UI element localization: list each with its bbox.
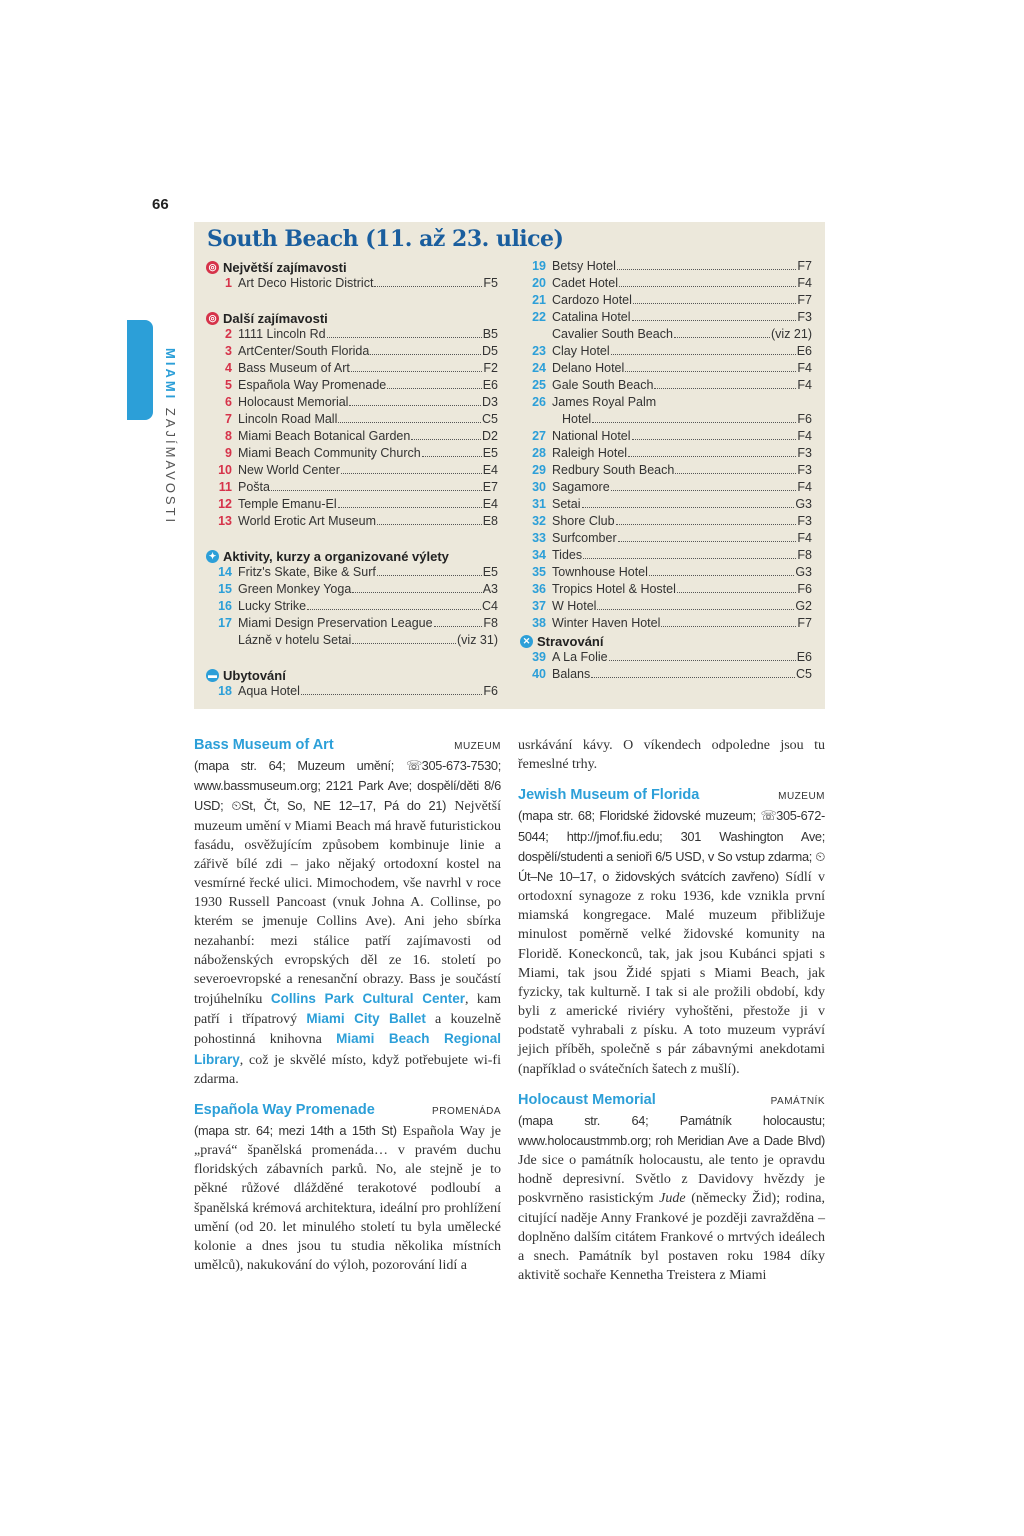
article-column-right	[518, 736, 825, 1285]
legend-item-name: Betsy Hotel	[552, 259, 616, 273]
dot-leader	[632, 320, 797, 321]
section-activities	[206, 548, 498, 565]
legend-item-number: 6	[225, 395, 232, 409]
section-heading: Stravování	[537, 634, 604, 649]
dot-leader	[675, 473, 796, 474]
highlight-link: Miami City Ballet	[306, 1011, 426, 1027]
legend-item-name: Townhouse Hotel	[552, 565, 648, 579]
chapter-label-city: MIAMI	[163, 348, 178, 402]
legend-item-number: 33	[532, 531, 546, 545]
legend-item-name: Pošta	[238, 480, 270, 494]
dot-leader	[619, 286, 796, 287]
legend-item-name: W Hotel	[552, 599, 597, 613]
dot-leader	[611, 354, 796, 355]
entry-text-bass	[194, 756, 501, 1089]
entry-type: PROMENÁDA	[432, 1105, 501, 1117]
section-heading: Největší zajímavosti	[223, 260, 347, 275]
dot-leader	[377, 575, 482, 576]
dot-leader	[628, 456, 796, 457]
chapter-label-section: ZAJÍMAVOSTI	[163, 401, 178, 526]
legend-item	[206, 344, 498, 361]
legend-item-name: James Royal Palm	[552, 395, 657, 409]
legend-item-name: Miami Beach Botanical Garden	[238, 429, 411, 443]
legend-list-activities	[206, 565, 498, 650]
legend-item-grid-ref: E8	[482, 514, 498, 528]
entry-header-espanola	[194, 1101, 501, 1121]
legend-item-number: 2	[225, 327, 232, 341]
entry-continuation: usrkávání kávy. O víkendech odpoledne jsou tu řemeslné trhy.	[518, 738, 825, 773]
legend-item-number: 32	[532, 514, 546, 528]
dot-leader	[387, 388, 481, 389]
legend-item-name: Miami Design Preservation League	[238, 616, 433, 630]
legend-item-number: 34	[532, 548, 546, 562]
dot-leader	[377, 524, 482, 525]
entry-italic: Jude	[659, 1191, 686, 1207]
legend-item	[520, 463, 812, 480]
entry-type: MUZEUM	[778, 791, 825, 803]
legend-item-grid-ref: F7	[797, 616, 812, 630]
legend-item	[520, 395, 812, 412]
legend-item-name: Tides	[552, 548, 583, 562]
article-column-left	[194, 736, 501, 1275]
legend-item-number: 30	[532, 480, 546, 494]
legend-item-number: 40	[532, 667, 546, 681]
legend-item	[520, 327, 812, 344]
entry-body: Sídlí v ortodoxní synagoze z roku 1936, kde vznikla první miamská kongregace. Malé muzeum přibližuje minulost poměrně velké židovské komunity na Floridě. Koneckonců, tak, jak jsou Kubánci spjati s Miami, tak jsou Židé spjati s Miami Beach, jak fyzicky, tak kulturně. I tak si ale prožili období, kdy byli z americké riviéry vyhoštěni, přestože ji v podstatě vyhrabali z písku. A toto muzeum vypráví jejich příběh, společně s pár zábavnými anekdotami (například o svátečních šatech z mušlí).	[518, 869, 825, 1077]
legend-item-number: 31	[532, 497, 546, 511]
legend-item	[520, 497, 812, 514]
legend-item-grid-ref: D3	[482, 395, 498, 409]
legend-item-number: 28	[532, 446, 546, 460]
legend-item	[520, 361, 812, 378]
highlight-link: Miami Beach Regional Library	[194, 1031, 501, 1067]
section-heading: Aktivity, kurzy a organizované výlety	[223, 549, 449, 564]
legend-item	[520, 344, 812, 361]
legend-item	[206, 412, 498, 429]
legend-item-grid-ref: D2	[482, 429, 498, 443]
legend-item-grid-ref: E4	[482, 463, 498, 477]
legend-item-number: 4	[225, 361, 232, 375]
entry-text-holocaust	[518, 1111, 825, 1285]
legend-item-number: 26	[532, 395, 546, 409]
legend-item-grid-ref: E6	[796, 344, 812, 358]
legend-item-name: Sagamore	[552, 480, 610, 494]
section-sights	[206, 310, 498, 327]
legend-item-grid-ref: F4	[797, 276, 812, 290]
legend-item	[520, 429, 812, 446]
legend-item	[206, 480, 498, 497]
legend-item-number: 12	[218, 497, 232, 511]
legend-item-grid-ref: E6	[482, 378, 498, 392]
legend-item-grid-ref: B5	[482, 327, 498, 341]
entry-title: Jewish Museum of Florida	[518, 787, 700, 804]
legend-item-number: 22	[532, 310, 546, 324]
entry-body: Española Way je „pravá“ španělská promenáda… v pravém duchu floridských zábavních parků. No, ale stejně je to pěkné růžové dlážděné terakotové podloubí a španělská krémová architektura, ideální pro prohlížení umění (od 20. let minulého století tu byla umělecké kolonie a dnes jsou tu studia několika místních umělců), nakukování do výloh, pozorování lidí a	[194, 1123, 501, 1274]
dot-leader	[271, 490, 482, 491]
legend-item-grid-ref: F3	[797, 463, 812, 477]
dot-leader	[307, 609, 481, 610]
legend-item-name: Surfcomber	[552, 531, 617, 545]
legend-item-number: 16	[218, 599, 232, 613]
activities-icon: ✦	[206, 550, 219, 563]
entry-body: Největší muzeum umění v Miami Beach má hravě futuristickou fasádu, osvěžujícím způsobem kombinuje linie a zářivě bílé zdi – jako nějaký ortodoxní kostel na vesmírné řecké ulici. Mimochodem, vše navrhl v roce 1930 Russell Pancoast (vnuk Johna A. Collinse, po kterém se jmenuje Collins Ave). Ani jeho sbírka nezahanbí: mezi stálice patří zajímavosti od náboženských evropských děl ze 16. století po severoevropské a renesanční obrazy. Bass je součástí trojúhelníku	[194, 799, 502, 1008]
legend-item-grid-ref: E7	[482, 480, 498, 494]
legend-item-number: 17	[218, 616, 232, 630]
sight-icon: ◎	[206, 261, 219, 274]
legend-item-name: Tropics Hotel & Hostel	[552, 582, 676, 596]
section-heading: Další zajímavosti	[223, 311, 328, 326]
entry-body: Jde sice o památník holocaustu, ale tento je opravdu hodně depresivní. Světlo z Davidovy hvězdy je poskvrněno rasistickým	[518, 1153, 825, 1207]
legend-item-name: Setai	[552, 497, 581, 511]
legend-item-name: A La Folie	[552, 650, 608, 664]
legend-item	[206, 327, 498, 344]
legend-item-grid-ref: F6	[797, 582, 812, 596]
dot-leader	[422, 456, 482, 457]
legend-item	[206, 361, 498, 378]
dot-leader	[301, 694, 483, 695]
dot-leader	[349, 405, 481, 406]
sight-icon: ◎	[206, 312, 219, 325]
legend-item-grid-ref: F4	[797, 378, 812, 392]
dot-leader	[352, 643, 456, 644]
legend-item-grid-ref: (viz 21)	[771, 327, 812, 341]
entry-body: , kam patří i třípatrový	[194, 992, 502, 1028]
cutlery-icon: ✕	[520, 635, 533, 648]
chapter-tab	[127, 320, 153, 420]
map-legend-box	[194, 222, 825, 709]
legend-item-number: 8	[225, 429, 232, 443]
legend-list-top_sights	[206, 276, 498, 293]
legend-item-name: Fritz's Skate, Bike & Surf	[238, 565, 376, 579]
entry-header-holocaust	[518, 1091, 825, 1111]
legend-item-name: Green Monkey Yoga	[238, 582, 352, 596]
dot-leader	[374, 286, 482, 287]
legend-item	[206, 429, 498, 446]
legend-item-grid-ref: F2	[483, 361, 498, 375]
legend-item-number: 23	[532, 344, 546, 358]
dot-leader	[611, 490, 797, 491]
legend-item	[206, 463, 498, 480]
section-top-sights	[206, 259, 498, 276]
legend-item	[206, 276, 498, 293]
legend-item-grid-ref: E6	[796, 650, 812, 664]
entry-type: MUZEUM	[454, 741, 501, 752]
dot-leader	[632, 439, 797, 440]
legend-item-grid-ref: G3	[795, 497, 812, 511]
legend-item-name: New World Center	[238, 463, 340, 477]
legend-item	[520, 531, 812, 548]
entry-meta: (mapa str. 64; Muzeum umění; ☏305-673-7530; www.bassmuseum.org; 2121 Park Ave; dospělí/děti 8/6 USD; ⏲St, Čt, So, NE 12–17, Pá do 21)	[194, 758, 501, 814]
legend-item-grid-ref: E5	[482, 565, 498, 579]
dot-leader	[625, 371, 796, 372]
legend-item-grid-ref: F8	[797, 548, 812, 562]
legend-item-name: Hotel	[562, 412, 592, 426]
legend-item	[206, 395, 498, 412]
legend-item	[206, 446, 498, 463]
legend-column-left	[206, 259, 498, 701]
entry-title: Española Way Promenade	[194, 1101, 375, 1118]
entry-text-jewish	[518, 806, 825, 1078]
legend-item-grid-ref: G3	[795, 565, 812, 579]
legend-item-number: 3	[225, 344, 232, 358]
entry-meta: (mapa str. 64; Památník holocaustu; www.holocaustmmb.org; roh Meridian Ave a Dade Blvd)	[518, 1112, 825, 1148]
legend-item-number: 29	[532, 463, 546, 477]
legend-item-number: 15	[218, 582, 232, 596]
legend-item-grid-ref: F4	[797, 531, 812, 545]
legend-item-name: Lincoln Road Mall	[238, 412, 338, 426]
legend-item-number: 5	[225, 378, 232, 392]
chapter-label	[163, 348, 178, 525]
legend-item	[206, 497, 498, 514]
legend-item-name: Holocaust Memorial	[238, 395, 349, 409]
legend-item	[206, 514, 498, 531]
legend-item-name: Lázně v hotelu Setai	[238, 633, 352, 647]
legend-list-sights	[206, 327, 498, 531]
legend-list-eating	[520, 650, 812, 684]
dot-leader	[341, 473, 482, 474]
dot-leader	[583, 558, 796, 559]
dot-leader	[352, 592, 481, 593]
entry-meta: (mapa str. 68; Floridské židovské muzeum; ☏305-672-5044; http://jmof.fiu.edu; 301 Washington Ave; dospělí/studenti a senioři 6/5 USD, v So vstup zdarma; ⏲Út–Ne 10–17, o židovských svátcích zavřeno)	[518, 808, 825, 884]
legend-item-name: Winter Haven Hotel	[552, 616, 661, 630]
legend-item-name: Delano Hotel	[552, 361, 625, 375]
legend-item	[520, 650, 812, 667]
legend-item	[520, 293, 812, 310]
legend-item-number: 14	[218, 565, 232, 579]
dot-leader	[654, 388, 796, 389]
legend-item-grid-ref: F7	[797, 293, 812, 307]
page-number: 66	[152, 196, 169, 213]
legend-item-number: 13	[218, 514, 232, 528]
legend-item-name: 1111 Lincoln Rd	[238, 327, 326, 341]
dot-leader	[617, 269, 796, 270]
legend-item	[206, 616, 498, 633]
dot-leader	[327, 337, 482, 338]
legend-item-name: Española Way Promenade	[238, 378, 387, 392]
legend-item-number: 36	[532, 582, 546, 596]
legend-list-sleeping	[520, 259, 812, 633]
legend-item-grid-ref: C5	[796, 667, 812, 681]
dot-leader	[370, 354, 481, 355]
entry-text-espanola	[194, 1121, 501, 1275]
legend-item	[520, 480, 812, 497]
legend-item-name: Raleigh Hotel	[552, 446, 628, 460]
legend-item-name: ArtCenter/South Florida	[238, 344, 370, 358]
legend-item-name: Aqua Hotel	[238, 684, 300, 698]
legend-item-grid-ref: F5	[483, 276, 498, 290]
legend-item-number: 38	[532, 616, 546, 630]
section-sleeping	[206, 667, 498, 684]
legend-item-grid-ref: (viz 31)	[457, 633, 498, 647]
entry-type: PAMÁTNÍK	[770, 1095, 825, 1107]
legend-item-name: Clay Hotel	[552, 344, 610, 358]
legend-item-grid-ref: F3	[797, 446, 812, 460]
legend-item-grid-ref: F3	[797, 310, 812, 324]
legend-item-name: Temple Emanu-El	[238, 497, 337, 511]
dot-leader	[591, 677, 795, 678]
highlight-link: Collins Park Cultural Center	[270, 991, 465, 1007]
legend-item-name: Cadet Hotel	[552, 276, 619, 290]
legend-item-number: 9	[225, 446, 232, 460]
legend-item-grid-ref: C5	[482, 412, 498, 426]
legend-item-grid-ref: F4	[797, 361, 812, 375]
dot-leader	[592, 422, 796, 423]
legend-item-name: Redbury South Beach	[552, 463, 675, 477]
legend-item-name: Catalina Hotel	[552, 310, 631, 324]
legend-item-name: Bass Museum of Art	[238, 361, 350, 375]
legend-item-grid-ref: C4	[482, 599, 498, 613]
dot-leader	[411, 439, 481, 440]
entry-body: a kouzelně pohostinná knihovna	[194, 1012, 501, 1048]
legend-item	[520, 582, 812, 599]
legend-item-number: 20	[532, 276, 546, 290]
legend-item-name: Balans	[552, 667, 591, 681]
dot-leader	[674, 337, 770, 338]
dot-leader	[633, 303, 797, 304]
entry-body: , což je skvělé místo, když potřebujete wi-fi zdarma.	[194, 1052, 501, 1087]
dot-leader	[609, 660, 796, 661]
legend-item-number: 10	[218, 463, 232, 477]
legend-item-number: 18	[218, 684, 232, 698]
legend-item-name: Lucky Strike	[238, 599, 307, 613]
legend-item	[520, 616, 812, 633]
legend-item-number: 25	[532, 378, 546, 392]
dot-leader	[434, 626, 483, 627]
legend-item-name: Shore Club	[552, 514, 615, 528]
dot-leader	[338, 507, 482, 508]
legend-item-name: Cavalier South Beach	[552, 327, 673, 341]
section-eating	[520, 633, 812, 650]
legend-item	[206, 565, 498, 582]
dot-leader	[338, 422, 481, 423]
legend-item-name: Art Deco Historic District	[238, 276, 374, 290]
legend-column-right	[520, 259, 812, 684]
legend-item-number: 24	[532, 361, 546, 375]
legend-item-grid-ref: D5	[482, 344, 498, 358]
legend-item	[520, 259, 812, 276]
legend-item-grid-ref: F4	[797, 480, 812, 494]
legend-item-grid-ref: E5	[482, 446, 498, 460]
legend-item	[520, 310, 812, 327]
legend-item-grid-ref: F7	[797, 259, 812, 273]
legend-item-number: 7	[225, 412, 232, 426]
legend-item	[520, 378, 812, 395]
dot-leader	[661, 626, 796, 627]
legend-item-grid-ref: F3	[797, 514, 812, 528]
legend-item	[206, 684, 498, 701]
legend-item-number: 27	[532, 429, 546, 443]
dot-leader	[597, 609, 794, 610]
legend-item	[206, 582, 498, 599]
legend-item-name: World Erotic Art Museum	[238, 514, 377, 528]
entry-body: (německy Žid); rodina, citující naděje Anny Frankové je později zavražděna – doplněno dalším citátem Frankové o mrtvých ideálech a snech. Památník byl postaven roku 1984 díky aktivitě sochaře Kennetha Treistera z Miami	[518, 1191, 826, 1284]
legend-item-number: 1	[225, 276, 232, 290]
legend-item-name: Miami Beach Community Church	[238, 446, 421, 460]
entry-title: Bass Museum of Art	[194, 737, 334, 753]
legend-item-name: Cardozo Hotel	[552, 293, 632, 307]
legend-item	[206, 599, 498, 616]
legend-item	[520, 565, 812, 582]
legend-item	[520, 276, 812, 293]
legend-item	[520, 514, 812, 531]
legend-item-grid-ref: G2	[795, 599, 812, 613]
bed-icon: ▬	[208, 670, 217, 680]
legend-item	[520, 667, 812, 684]
legend-item-number: 21	[532, 293, 546, 307]
legend-item-name: Gale South Beach	[552, 378, 654, 392]
dot-leader	[616, 524, 797, 525]
legend-item-grid-ref: F8	[483, 616, 498, 630]
legend-item	[520, 412, 812, 429]
dot-leader	[649, 575, 794, 576]
legend-item	[520, 599, 812, 616]
legend-list-sleeping	[206, 684, 498, 701]
legend-item	[206, 633, 498, 650]
dot-leader	[677, 592, 797, 593]
legend-item-grid-ref: F6	[483, 684, 498, 698]
legend-item-grid-ref: F6	[797, 412, 812, 426]
legend-title: South Beach (11. až 23. ulice)	[207, 226, 564, 252]
legend-item-number: 35	[532, 565, 546, 579]
entry-title: Holocaust Memorial	[518, 1091, 656, 1108]
legend-item-number: 11	[218, 480, 232, 494]
legend-item-number: 39	[532, 650, 546, 664]
legend-item	[520, 548, 812, 565]
legend-item	[520, 446, 812, 463]
entry-meta: (mapa str. 64; mezi 14th a 15th St)	[194, 1122, 397, 1138]
legend-item-name: National Hotel	[552, 429, 631, 443]
dot-leader	[618, 541, 797, 542]
entry-header-jewish	[518, 786, 825, 806]
legend-item-grid-ref: F4	[797, 429, 812, 443]
legend-item	[206, 378, 498, 395]
legend-item-grid-ref: E4	[482, 497, 498, 511]
legend-item-number: 19	[532, 259, 546, 273]
section-heading: Ubytování	[223, 668, 286, 683]
legend-item-number: 37	[532, 599, 546, 613]
entry-header-bass	[194, 736, 501, 756]
dot-leader	[351, 371, 483, 372]
dot-leader	[582, 507, 795, 508]
legend-item-grid-ref: A3	[482, 582, 498, 596]
